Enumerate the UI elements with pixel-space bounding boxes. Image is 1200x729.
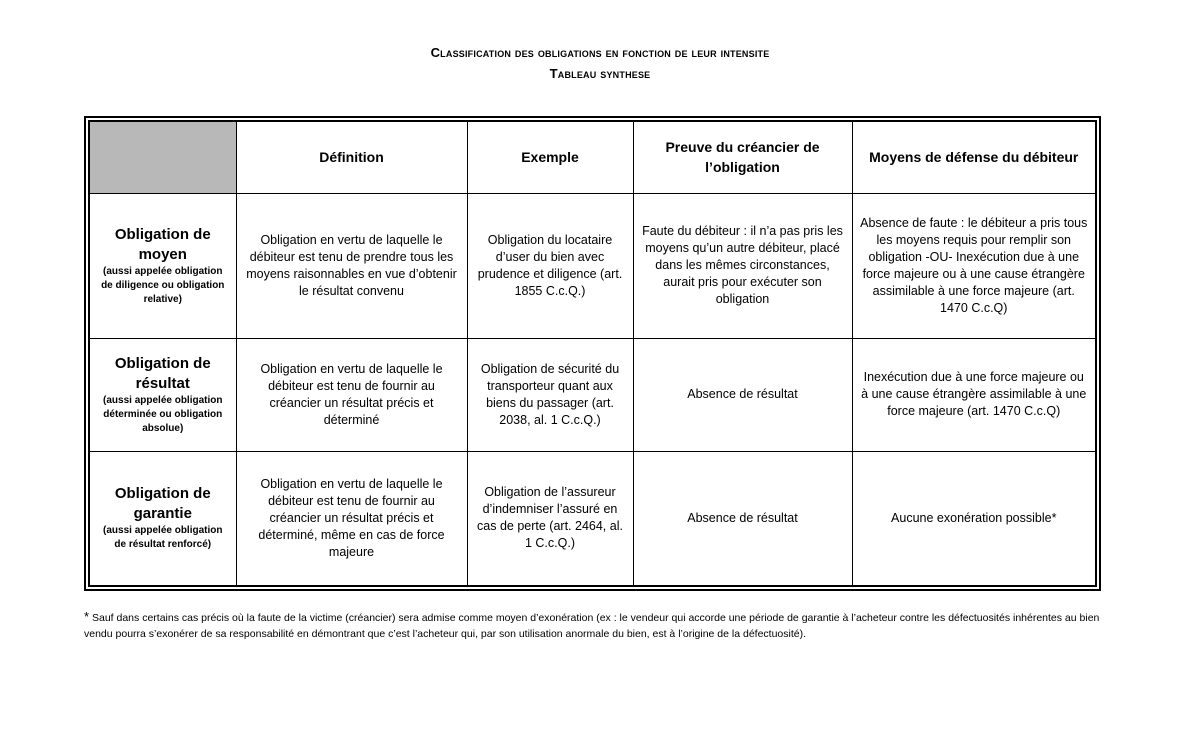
footnote-text: Sauf dans certains cas précis où la faute de la victime (créancier) sera admise comme moyen d’exonération (ex : le vendeur qui accorde une période de garantie à l’acheteur contre les défectuosités inhérentes au bien vendu pourra s’exonérer de sa responsabilité en démontrant que c’est l’acheteur qui, par son utilisation anormale du bien, est à l’origine de la défectuosité). [84, 612, 1100, 640]
row-title: Obligation de moyen [114, 225, 211, 263]
defense-cell: Aucune exonération possible* [852, 451, 1096, 586]
table-row [89, 451, 1096, 586]
defense-cell: Absence de faute : le débiteur a pris tous les moyens requis pour remplir son obligation -OU- Inexécution due à une force majeure ou à une cause étrangère assimilable à une force majeure (art. 1470 C.c.Q) [852, 193, 1096, 338]
row-title: Obligation de résultat [114, 354, 211, 392]
example-cell: Obligation de sécurité du transporteur quant aux biens du passager (art. 2038, al. 1 C.c.Q.) [467, 338, 633, 451]
definition-cell: Obligation en vertu de laquelle le débiteur est tenu de fournir au créancier un résultat précis et déterminé, même en cas de force majeure [236, 451, 467, 586]
row-subtitle: (aussi appelée obligation déterminée ou obligation absolue) [103, 394, 223, 434]
header-definition: Définition [236, 121, 467, 193]
row-header-cell [89, 451, 236, 586]
header-row [89, 121, 1096, 193]
row-subtitle: (aussi appelée obligation de résultat renforcé) [103, 525, 223, 551]
example-cell: Obligation de l’assureur d’indemniser l’assuré en cas de perte (art. 2464, al. 1 C.c.Q.) [467, 451, 633, 586]
table-row [89, 193, 1096, 338]
example-cell: Obligation du locataire d’user du bien avec prudence et diligence (art. 1855 C.c.Q.) [467, 193, 633, 338]
definition-cell: Obligation en vertu de laquelle le débiteur est tenu de fournir au créancier un résultat précis et déterminé [236, 338, 467, 451]
proof-cell: Absence de résultat [633, 451, 852, 586]
footnote [84, 609, 1120, 642]
document-subtitle: Tableau synthese [549, 66, 651, 81]
table-row [89, 338, 1096, 451]
row-subtitle: (aussi appelée obligation de diligence ou obligation relative) [101, 265, 225, 305]
header-corner-cell [89, 121, 236, 193]
header-example: Exemple [467, 121, 633, 193]
footnote-marker: * [84, 609, 90, 624]
definition-cell: Obligation en vertu de laquelle le débiteur est tenu de prendre tous les moyens raisonnables en vue d’obtenir le résultat convenu [236, 193, 467, 338]
synthesis-table [88, 120, 1097, 587]
header-proof: Preuve du créancier de l’obligation [633, 121, 852, 193]
row-header-cell [89, 193, 236, 338]
document-title: Classification des obligations en fonction de leur intensite [430, 45, 770, 60]
proof-cell: Faute du débiteur : il n’a pas pris les moyens qu’un autre débiteur, placé dans les mêmes circonstances, aurait pris pour exécuter son obligation [633, 193, 852, 338]
proof-cell: Absence de résultat [633, 338, 852, 451]
defense-cell: Inexécution due à une force majeure ou à une cause étrangère assimilable à une force majeure (art. 1470 C.c.Q) [852, 338, 1096, 451]
row-title: Obligation de garantie [114, 485, 211, 523]
table-frame [84, 116, 1101, 591]
header-defense: Moyens de défense du débiteur [852, 121, 1096, 193]
row-header-cell [89, 338, 236, 451]
